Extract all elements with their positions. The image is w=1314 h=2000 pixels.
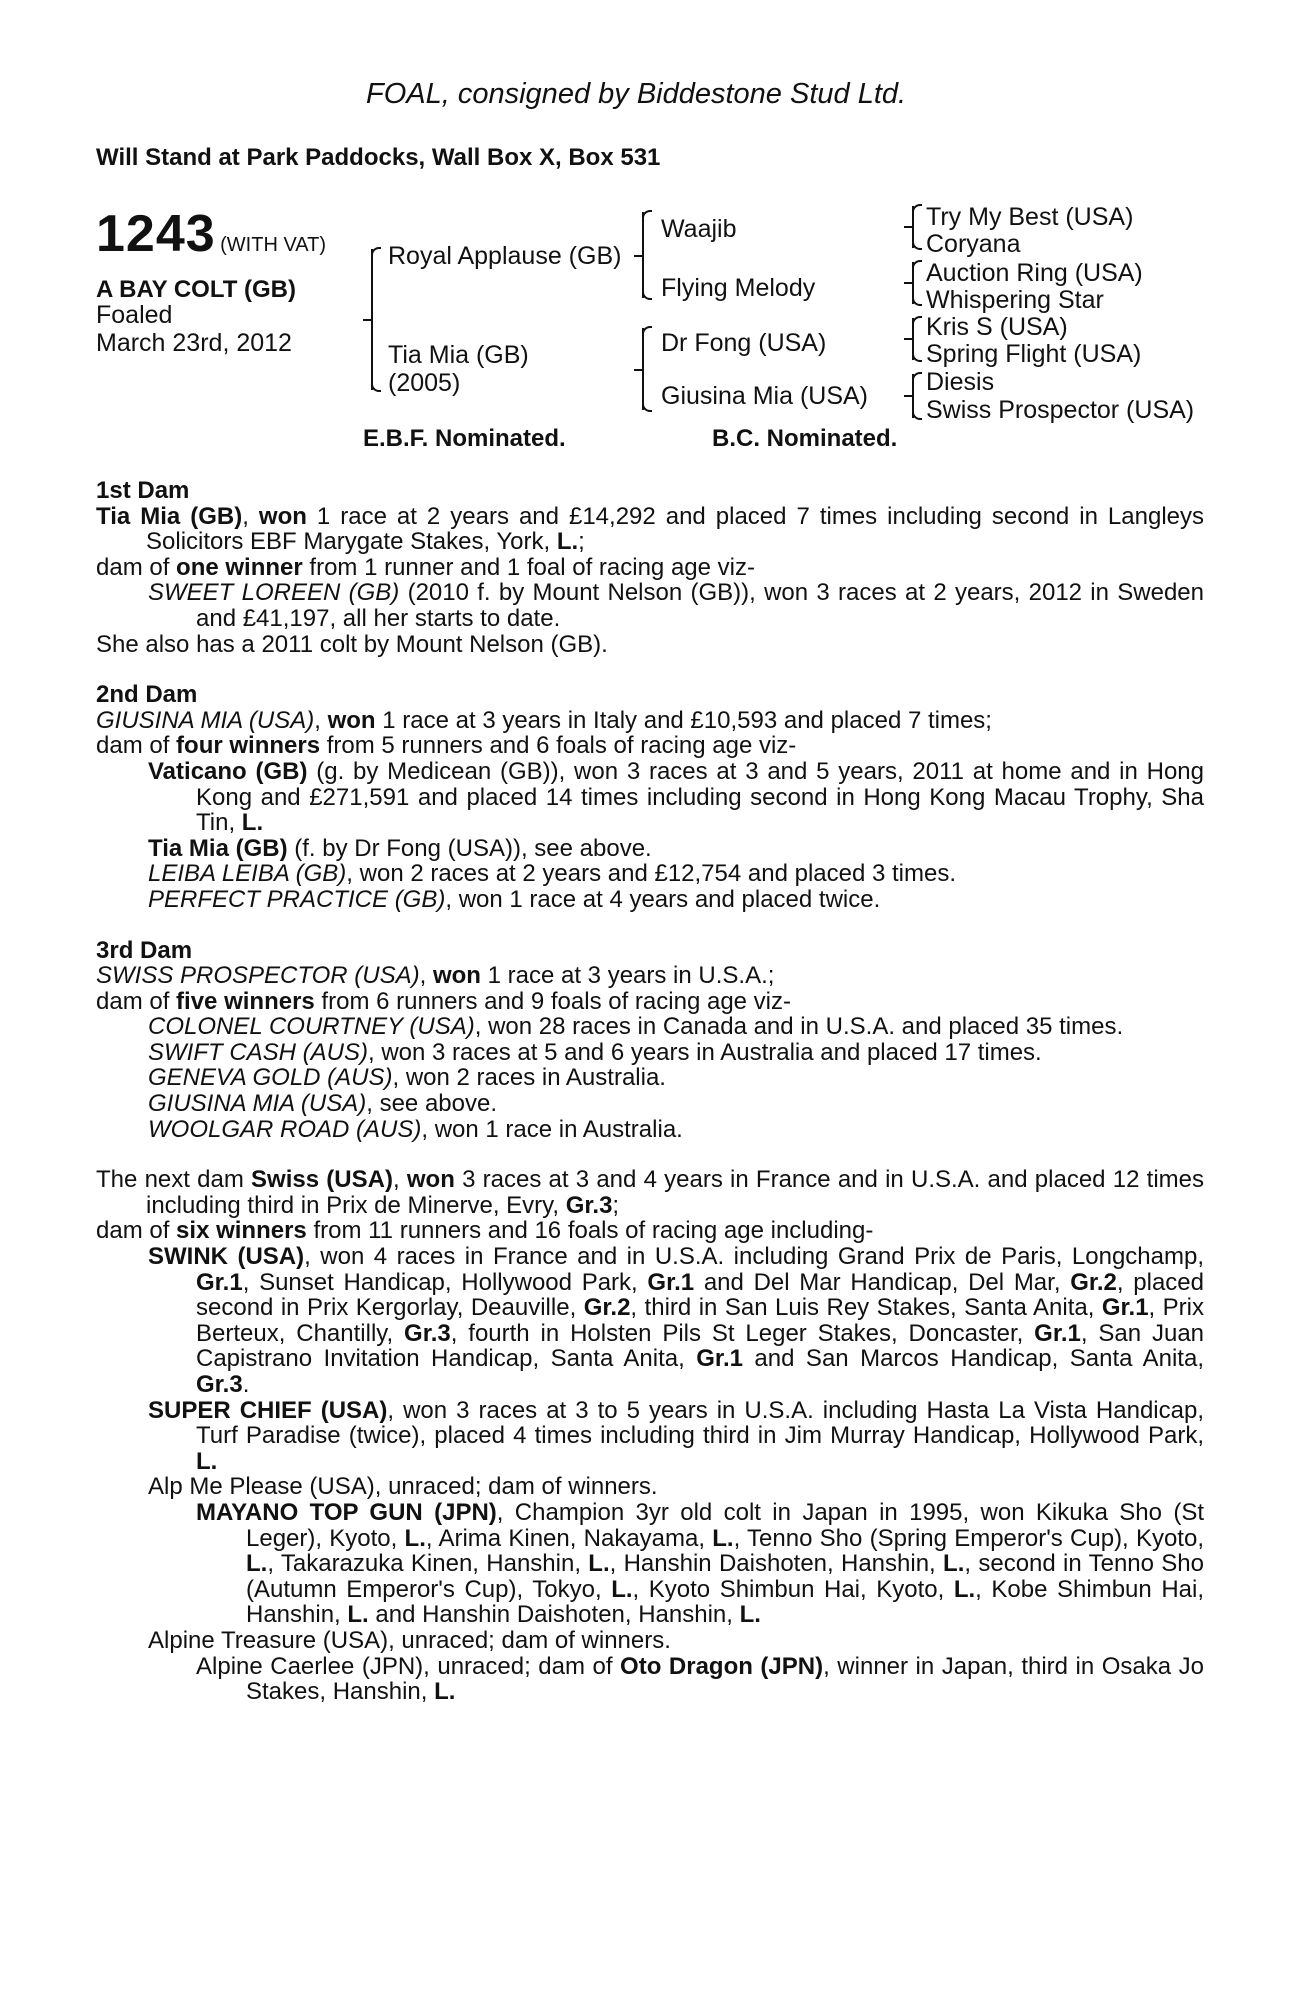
text: from 6 runners and 9 foals of racing age viz-	[314, 987, 792, 1015]
produce-entry-swink	[96, 1244, 1204, 1398]
text: , Champion 3yr old colt in Japan in 1995, won Kikuka Sho (St Leger), Kyoto,	[246, 1498, 1204, 1552]
spacer	[96, 913, 1204, 938]
text: , San Juan Capistrano Invitation Handicap, Santa Anita,	[196, 1319, 1205, 1373]
pedigree-g3-5: Kris S (USA)	[926, 313, 1068, 341]
text: , Arima Kinen, Nakayama,	[425, 1524, 713, 1552]
text: , third in San Luis Rey Stakes, Santa Anita,	[630, 1294, 1102, 1322]
produce-entry-alpine-treasure: Alpine Treasure (USA), unraced; dam of winners.	[148, 1626, 671, 1654]
listed-mark: L.	[404, 1524, 426, 1552]
text: , Kobe Shimbun Hai, Hanshin,	[246, 1575, 1204, 1629]
next-dam-section	[96, 1167, 1204, 1704]
dam-name: Tia Mia (GB)	[96, 502, 243, 530]
brace-tick	[634, 369, 642, 371]
winners-count: six winners	[176, 1217, 307, 1245]
vat-note: (WITH VAT)	[220, 234, 327, 256]
group-mark: Gr.3	[404, 1319, 451, 1347]
text: , won 4 races in France and in U.S.A. including Grand Prix de Paris, Longchamp,	[304, 1243, 1204, 1271]
produce-entry-alpine-caerlee	[96, 1654, 1204, 1705]
horse-name: Vaticano (GB)	[148, 757, 308, 785]
pedigree-sire-dam: Flying Melody	[661, 274, 816, 302]
produce-entry	[96, 1014, 1204, 1040]
pedigree-sire: Royal Applause (GB)	[388, 242, 622, 270]
group-mark: Gr.1	[1034, 1319, 1081, 1347]
horse-name: Tia Mia (GB)	[148, 834, 288, 862]
pedigree-brace-g4	[912, 374, 914, 418]
pedigree-dam: Tia Mia (GB)	[388, 341, 529, 369]
spacer	[96, 1142, 1204, 1167]
dam-name: GIUSINA MIA (USA)	[96, 706, 315, 734]
pedigree-brace-g2	[912, 262, 914, 304]
pedigree-g3-3: Auction Ring (USA)	[926, 259, 1143, 287]
brace-tick	[904, 282, 912, 284]
spacer	[96, 657, 1204, 682]
text: ;	[578, 528, 585, 556]
text: , won 2 races in Australia.	[392, 1064, 666, 1092]
winners-count: five winners	[176, 987, 315, 1015]
first-dam-note: She also has a 2011 colt by Mount Nelson (GB).	[96, 630, 608, 658]
horse-name: SWINK (USA)	[148, 1243, 305, 1271]
text: , won 28 races in Canada and in U.S.A. and placed 35 times.	[474, 1013, 1124, 1041]
horse-name: LEIBA LEIBA (GB)	[148, 860, 347, 888]
text: ,	[419, 962, 433, 990]
second-dam-summary	[96, 708, 1204, 734]
text: (f. by Dr Fong (USA)), see above.	[287, 834, 652, 862]
group-mark: Gr.3	[565, 1191, 613, 1219]
next-dam-produce-line	[96, 1218, 1204, 1244]
won-label: won	[432, 962, 481, 990]
stand-location: Will Stand at Park Paddocks, Wall Box X, Box 531	[96, 144, 661, 171]
horse-name: SWIFT CASH (AUS)	[148, 1038, 368, 1066]
lot-number: 1243	[96, 205, 216, 263]
text: and San Marcos Handicap, Santa Anita,	[742, 1345, 1204, 1373]
text: ,	[314, 706, 328, 734]
text: 1 race at 3 years in U.S.A.;	[480, 962, 775, 990]
group-mark: Gr.1	[696, 1345, 743, 1373]
text: , Tenno Sho (Spring Emperor's Cup), Kyoto,	[733, 1524, 1204, 1552]
first-dam-produce-line	[96, 555, 1204, 581]
produce-entry-alp-me-please: Alp Me Please (USA), unraced; dam of winners.	[148, 1473, 658, 1501]
pedigree-g3-7: Diesis	[926, 368, 995, 396]
listed-mark: L.	[241, 809, 264, 837]
horse-name: MAYANO TOP GUN (JPN)	[196, 1498, 497, 1526]
first-dam-section	[96, 478, 1204, 657]
pedigree-brace-g3	[912, 318, 914, 360]
second-dam-section	[96, 682, 1204, 912]
listed-mark: L.	[712, 1524, 734, 1552]
text: 3 races at 3 and 4 years in France and in U.S.A. and placed 12 times including third in Prix de Minerve, Evry,	[146, 1166, 1204, 1219]
pedigree-dam-year: (2005)	[388, 369, 461, 397]
first-dam-summary	[96, 504, 1204, 555]
third-dam-produce-line	[96, 989, 1204, 1015]
winners-count: four winners	[176, 732, 321, 760]
horse-name: SWEET LOREEN (GB)	[148, 579, 400, 607]
pedigree-brace-gen1	[371, 249, 373, 390]
dam-name: SWISS PROSPECTOR (USA)	[96, 962, 420, 990]
text: 1 race at 2 years and £14,292 and placed 7 times including second in Langleys Solicitors EBF Marygate Stakes, York,	[146, 502, 1205, 556]
lot-number-line	[96, 204, 326, 264]
text: dam of	[96, 1217, 177, 1245]
horse-name: PERFECT PRACTICE (GB)	[148, 885, 446, 913]
text: (2010 f. by Mount Nelson (GB)), won 3 races at 2 years, 2012 in Sweden and £41,197, all her starts to date.	[196, 579, 1204, 632]
produce-entry	[96, 759, 1204, 836]
pedigree-g3-6: Spring Flight (USA)	[926, 340, 1142, 368]
produce-entry	[96, 887, 1204, 913]
catalogue-header: FOAL, consigned by Biddestone Stud Ltd.	[366, 78, 907, 110]
brace-tick	[904, 395, 912, 397]
listed-mark: L.	[556, 528, 579, 556]
pedigree-g3-1: Try My Best (USA)	[926, 203, 1134, 231]
produce-entry	[96, 1117, 1204, 1143]
pedigree-brace-dam	[642, 328, 644, 410]
pedigree-dam-dam: Giusina Mia (USA)	[661, 382, 868, 410]
text: , placed second in Prix Kergorlay, Deauville,	[196, 1268, 1205, 1322]
first-dam-heading: 1st Dam	[96, 477, 190, 504]
listed-mark: L.	[347, 1601, 369, 1629]
won-label: won	[258, 502, 307, 530]
text: The next dam	[96, 1166, 252, 1194]
text: (g. by Medicean (GB)), won 3 races at 3 and 5 years, 2011 at home and in Hong Kong and £271,591 and placed 14 times including second in Hong Kong Macau Trophy, Sha Tin,	[196, 757, 1204, 837]
text: , winner in Japan, third in Osaka Jo Stakes, Hanshin,	[246, 1652, 1205, 1706]
text: , Kyoto Shimbun Hai, Kyoto,	[632, 1575, 954, 1603]
pedigree-brace-g1	[912, 206, 914, 248]
dam-name: Swiss (USA)	[251, 1166, 393, 1194]
produce-record	[96, 478, 1204, 1705]
text: , Hanshin Daishoten, Hanshin,	[609, 1550, 944, 1578]
produce-entry-super-chief	[96, 1398, 1204, 1475]
text: ,	[242, 502, 259, 530]
horse-name: GIUSINA MIA (USA)	[148, 1090, 367, 1118]
text: Alpine Caerlee (JPN), unraced; dam of	[196, 1652, 621, 1680]
horse-name: Oto Dragon (JPN)	[620, 1652, 824, 1680]
text: ;	[612, 1191, 620, 1219]
text: , fourth in Holsten Pils St Leger Stakes, Doncaster,	[450, 1319, 1035, 1347]
text: , second in Tenno Sho (Autumn Emperor's Cup), Tokyo,	[246, 1550, 1204, 1603]
brace-tick	[904, 226, 912, 228]
text: 1 race at 3 years in Italy and £10,593 and placed 7 times;	[375, 706, 992, 734]
text: ,	[392, 1166, 407, 1194]
bc-nominated: B.C. Nominated.	[712, 425, 898, 452]
produce-entry	[96, 1040, 1204, 1066]
text: and Del Mar Handicap, Del Mar,	[694, 1268, 1071, 1296]
won-label: won	[406, 1166, 455, 1194]
group-mark: Gr.3	[196, 1371, 243, 1398]
produce-entry	[96, 580, 1204, 631]
text: , Takarazuka Kinen, Hanshin,	[267, 1550, 589, 1578]
third-dam-heading: 3rd Dam	[96, 936, 193, 964]
text: , see above.	[366, 1090, 498, 1118]
horse-name: SUPER CHIEF (USA)	[148, 1396, 388, 1424]
listed-mark: L.	[943, 1550, 965, 1578]
listed-mark: L.	[434, 1678, 456, 1706]
winners-count: one winner	[176, 553, 303, 581]
pedigree-g3-4: Whispering Star	[926, 286, 1104, 314]
won-label: won	[327, 706, 376, 734]
produce-entry	[96, 861, 1204, 887]
pedigree-dam-sire: Dr Fong (USA)	[661, 329, 827, 357]
pedigree-brace-sire	[642, 212, 644, 298]
text: , won 3 races at 5 and 6 years in Australia and placed 17 times.	[368, 1038, 1042, 1066]
horse-description: A BAY COLT (GB)	[96, 276, 297, 303]
listed-mark: L.	[739, 1601, 761, 1629]
brace-tick	[904, 338, 912, 340]
pedigree-sire-sire: Waajib	[661, 215, 737, 243]
group-mark: Gr.1	[196, 1268, 243, 1296]
pedigree-g3-2: Coryana	[926, 230, 1021, 258]
second-dam-produce-line	[96, 733, 1204, 759]
brace-tick	[363, 319, 371, 321]
group-mark: Gr.2	[1070, 1268, 1117, 1296]
next-dam-summary	[96, 1167, 1204, 1218]
second-dam-heading: 2nd Dam	[96, 681, 198, 709]
text: from 1 runner and 1 foal of racing age viz-	[302, 553, 755, 581]
group-mark: Gr.2	[583, 1294, 631, 1322]
text: .	[242, 1371, 250, 1398]
pedigree-g3-8: Swiss Prospector (USA)	[926, 396, 1195, 424]
third-dam-summary	[96, 963, 1204, 989]
third-dam-section	[96, 938, 1204, 1143]
text: and Hanshin Daishoten, Hanshin,	[368, 1601, 740, 1629]
text: from 11 runners and 16 foals of racing age including-	[306, 1217, 874, 1245]
listed-mark: L.	[588, 1550, 610, 1578]
group-mark: Gr.1	[647, 1268, 695, 1296]
horse-name: COLONEL COURTNEY (USA)	[148, 1013, 475, 1041]
text: , Prix Berteux, Chantilly,	[196, 1294, 1205, 1347]
text: dam of	[96, 987, 177, 1015]
text: dam of	[96, 553, 177, 581]
text: , won 1 race in Australia.	[421, 1115, 683, 1143]
ebf-nominated: E.B.F. Nominated.	[363, 425, 566, 452]
produce-entry	[96, 1065, 1204, 1091]
text: , won 1 race at 4 years and placed twice.	[445, 885, 881, 913]
horse-name: WOOLGAR ROAD (AUS)	[148, 1115, 422, 1143]
text: from 5 runners and 6 foals of racing age viz-	[320, 732, 797, 760]
brace-tick	[634, 255, 642, 257]
listed-mark: L.	[246, 1550, 268, 1578]
listed-mark: L.	[196, 1447, 218, 1475]
text: , Sunset Handicap, Hollywood Park,	[242, 1268, 648, 1296]
horse-name: GENEVA GOLD (AUS)	[148, 1064, 393, 1092]
produce-entry	[96, 1091, 1204, 1117]
listed-mark: L.	[953, 1575, 976, 1603]
foaled-label: Foaled	[96, 301, 173, 329]
produce-entry	[96, 836, 1204, 862]
text: , won 3 races at 3 to 5 years in U.S.A. including Hasta La Vista Handicap, Turf Paradise (twice), placed 4 times including third in Jim Murray Handicap, Hollywood Park,	[196, 1396, 1204, 1450]
produce-entry-mayano-top-gun	[96, 1500, 1204, 1628]
group-mark: Gr.1	[1101, 1294, 1149, 1322]
foaling-date: March 23rd, 2012	[96, 329, 292, 357]
listed-mark: L.	[611, 1575, 633, 1603]
text: , won 2 races at 2 years and £12,754 and placed 3 times.	[346, 860, 957, 888]
text: dam of	[96, 732, 177, 760]
